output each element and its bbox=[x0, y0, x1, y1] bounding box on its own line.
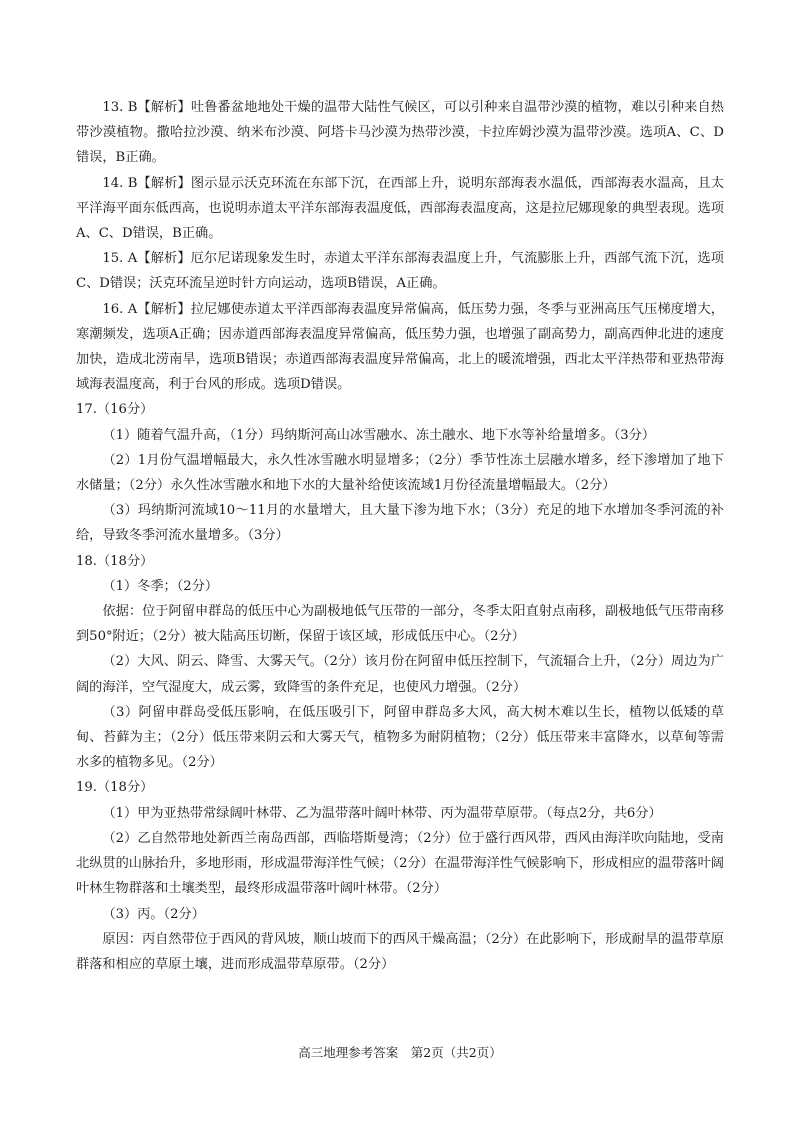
answer-18-basis: 依据：位于阿留申群岛的低压中心为副极地低气压带的一部分，冬季太阳直射点南移，副极地低气压带南移到50°附近；（2分）被大陆高压切断，保留于该区域，形成低压中心。（2分） bbox=[76, 604, 724, 645]
answer-14: 14. B【解析】图示显示沃克环流在东部下沉，在西部上升，说明东部海表水温低，西部海表水温高，且太平洋海平面东低西高，也说明赤道太平洋东部海表温度低，西部海表温度高，这是拉尼娜现象的典型表现。选项A、C、D错误，B正确。 bbox=[76, 175, 724, 242]
answer-13: 13. B【解析】吐鲁番盆地地处干燥的温带大陆性气候区，可以引种来自温带沙漠的植物，难以引种来自热带沙漠植物。撒哈拉沙漠、纳米布沙漠、阿塔卡马沙漠为热带沙漠，卡拉库姆沙漠为温带沙漠。选项A、C、D错误，B正确。 bbox=[76, 100, 724, 166]
answer-15: 15. A【解析】厄尔尼诺现象发生时，赤道太平洋东部海表温度上升，气流膨胀上升，西部气流下沉，选项C、D错误；沃克环流呈逆时针方向运动，选项B错误，A正确。 bbox=[76, 251, 724, 292]
answer-16: 16. A【解析】拉尼娜使赤道太平洋西部海表温度异常偏高，低压势力强，冬季与亚洲高压气压梯度增大，寒潮频发，选项A正确；因赤道西部海表温度异常偏高，低压势力强，也增强了副高势力，副高西伸北进的速度加快，造成北涝南旱，选项B错误；赤道西部海表温度异常偏高，北上的暖流增强，西北太平洋热带和亚热带海域海表温度高，利于台风的形成。选项D错误。 bbox=[76, 301, 724, 393]
answer-19-reason: 原因：丙自然带位于西风的背风坡，顺山坡而下的西风干燥高温；（2分）在此影响下，形成耐旱的温带草原群落和相应的草原土壤，进而形成温带草原带。（2分） bbox=[76, 931, 724, 972]
question-18-heading: 18.（18分） bbox=[76, 553, 154, 569]
answer-content bbox=[76, 95, 724, 977]
page-footer: 高三地理参考答案 第2页（共2页） bbox=[298, 1045, 502, 1060]
question-19-heading: 19.（18分） bbox=[76, 780, 154, 796]
answer-17-part-1: （1）随着气温升高，（1分）玛纳斯河高山冰雪融水、冻土融水、地下水等补给量增多。（3分） bbox=[102, 427, 656, 443]
answer-19-part-3: （3）丙。（2分） bbox=[102, 906, 205, 922]
answer-17-part-2: （2）1月份气温增幅最大，永久性冰雪融水明显增多；（2分）季节性冻土层融水增多，经下渗增加了地下水储量；（2分）永久性冰雪融水和地下水的大量补给使该流域1月份径流量增幅最大。（2分） bbox=[76, 452, 724, 494]
answer-18-part-2: （2）大风、阴云、降雪、大雾天气。（2分）该月份在阿留申低压控制下，气流辐合上升，（2分）周边为广阔的海洋，空气湿度大，成云雾，致降雪的条件充足，也使风力增强。（2分） bbox=[76, 654, 724, 695]
question-17-heading: 17.（16分） bbox=[76, 402, 154, 418]
answer-17-part-3: （3）玛纳斯河流域10～11月的水量增大，且大量下渗为地下水；（3分）充足的地下水增加冬季河流的补给，导致冬季河流水量增多。（3分） bbox=[76, 503, 724, 544]
answer-18-part-3: （3）阿留申群岛受低压影响，在低压吸引下，阿留申群岛多大风，高大树木难以生长，植物以低矮的草甸、苔藓为主；（2分）低压带来阴云和大雾天气，植物多为耐阴植物；（2分）低压带来丰富降水，以草甸等需水多的植物多见。（2分） bbox=[76, 704, 724, 771]
answer-18-part-1: （1）冬季；（2分） bbox=[102, 578, 219, 594]
answer-19-part-2: （2）乙自然带地处新西兰南岛西部，西临塔斯曼湾；（2分）位于盛行西风带，西风由海洋吹向陆地，受南北纵贯的山脉抬升，多地形雨，形成温带海洋性气候；（2分）在温带海洋性气候影响下，形成相应的温带落叶阔叶林生物群落和土壤类型，最终形成温带落叶阔叶林带。（2分） bbox=[76, 830, 724, 897]
answer-19-part-1: （1）甲为亚热带常绿阔叶林带、乙为温带落叶阔叶林带、丙为温带草原带。（每点2分，共6分） bbox=[102, 805, 662, 821]
